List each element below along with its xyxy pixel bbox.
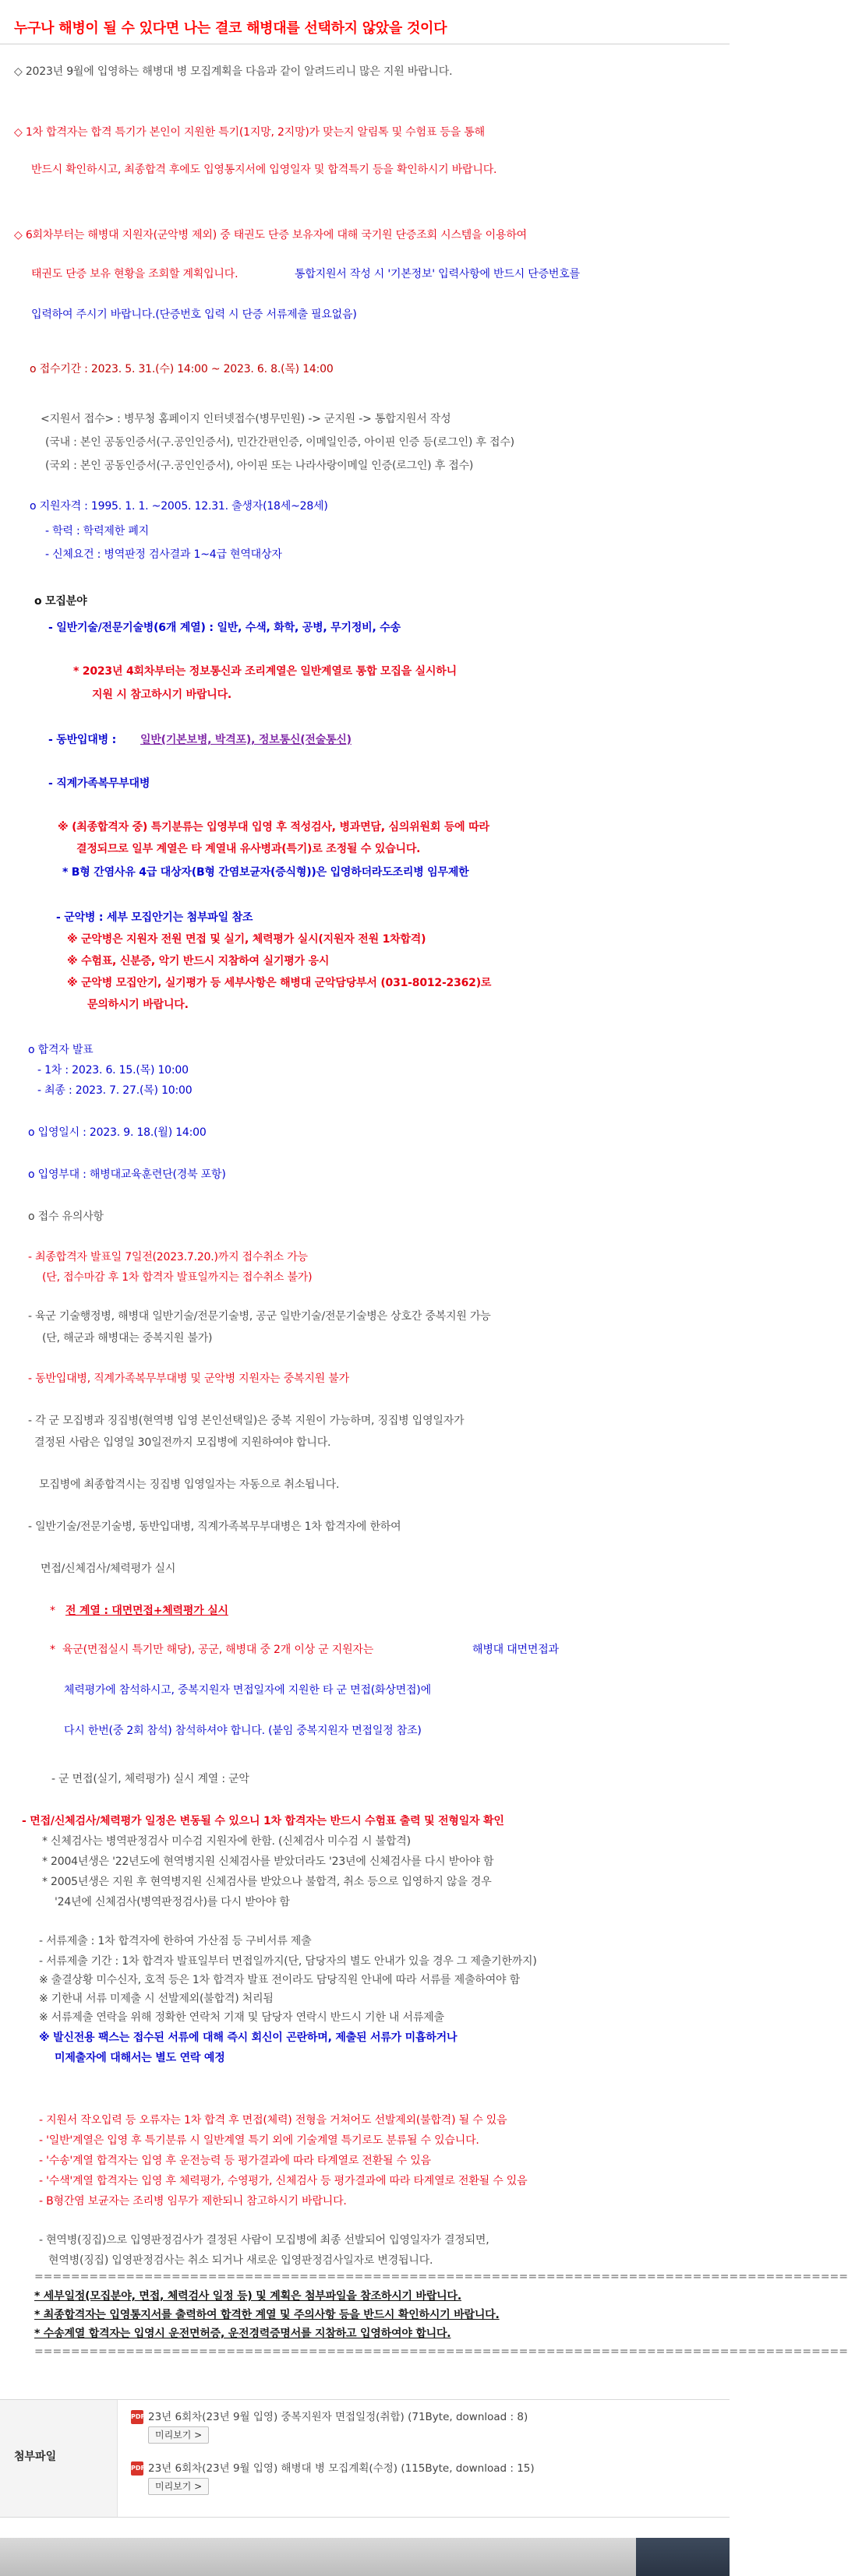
application-method: <지원서 접수> : 병무청 홈페이지 인터넷접수(병무민원) -> 군지원 -> 통합지원서 작성 — [41, 413, 451, 425]
interview-multi-branch: 육군(면접실시 특기만 해당), 공군, 해병대 중 2개 이상 군 지원자는 — [62, 1644, 374, 1656]
application-domestic: (국내 : 본인 공동인증서(구.공인인증서), 민간간편인증, 이메일인증, 아이핀 인증 등(로그인) 후 접수) — [45, 436, 514, 449]
final-note: * 최종합격자는 입영통지서를 출력하여 합격한 계열 및 주의사항 등을 반드시 확인하시기 바랍니다. — [34, 2309, 500, 2321]
precaution-cancel: (단, 접수마감 후 1차 합격자 발표일까지는 접수취소 불가) — [42, 1271, 313, 1284]
notice-line: ◇ 6회차부터는 해병대 지원자(군악병 제외) 중 태권도 단증 보유자에 대해 국기원 단증조회 시스템을 이용하여 — [14, 229, 527, 241]
notice-line-blue: 입력하여 주시기 바랍니다.(단증번호 입력 시 단증 서류제출 필요없음) — [31, 308, 357, 321]
schedule-warning: - 면접/신체검사/체력평가 일정은 변동될 수 있으니 1차 합격자는 반드시 수험표 출력 및 전형일자 확인 — [22, 1815, 504, 1827]
bottom-toolbar-accent — [636, 2538, 730, 2576]
medical-note: * 신체검사는 병역판정검사 미수검 지원자에 한함. (신체검사 미수검 시 불합격) — [42, 1835, 411, 1848]
intro-text: ◇ 2023년 9월에 입영하는 해병대 병 모집계획을 다음과 같이 알려드리니 많은 지원 바랍니다. — [14, 65, 453, 78]
notice-line-blue: 통합지원서 작성 시 '기본정보' 입력사항에 반드시 단증번호를 — [295, 268, 580, 280]
caution-line: - B형간염 보균자는 조리병 임무가 제한되니 참고하시기 바랍니다. — [39, 2195, 347, 2208]
documents-note: ※ 서류제출 연락을 위해 정확한 연락처 기재 및 담당자 연락시 반드시 기한 내 서류제출 — [39, 2011, 444, 2024]
interview-multi-branch-blue: 체력평가에 참석하시고, 중복지원자 면접일자에 지원한 타 군 면접(화상면접)에 — [64, 1684, 431, 1697]
precautions-heading: o 접수 유의사항 — [28, 1210, 104, 1223]
bullet: * — [50, 1605, 55, 1617]
recruit-general-tech: - 일반기술/전문기술병(6개 계열) : 일반, 수색, 화학, 공병, 무기정비, 수송 — [48, 622, 401, 634]
medical-note: * 2004년생은 '22년도에 현역병지원 신체검사를 받았더라도 '23년에 신체검사를 다시 받아야 함 — [42, 1855, 494, 1868]
precaution-conscript: 모집병에 최종합격시는 징집병 입영일자는 자동으로 취소됩니다. — [39, 1478, 340, 1491]
eligibility-education: - 학력 : 학력제한 폐지 — [45, 525, 149, 537]
attachments-label: 첨부파일 — [14, 2451, 57, 2463]
caution-line: - '일반'계열은 입영 후 특기분류 시 일반계열 특기 외에 기술계열 특기로도 분류될 수 있습니다. — [39, 2134, 479, 2147]
attachment-file[interactable] — [131, 2459, 535, 2476]
notice-line: 태권도 단증 보유 현황을 조회할 계획입니다. — [31, 268, 238, 280]
military-band: - 군악병 : 세부 모집안기는 첨부파일 참조 — [56, 911, 253, 924]
recruit-companion-link[interactable]: 일반(기본보병, 박격포), 정보통신(전술통신) — [140, 734, 352, 746]
recruit-classification-note: 결정되므로 일부 계열은 타 계열내 유사병과(특기)로 조정될 수 있습니다. — [76, 843, 421, 855]
recruit-family-unit: - 직계가족복무부대병 — [48, 777, 150, 790]
eligibility: o 지원자격 : 1995. 1. 1. ~2005. 12.31. 출생자(18세~28세) — [30, 500, 328, 513]
documents-note: - 서류제출 기간 : 1차 합격자 발표일부터 면접일까지(단, 담당자의 별도 안내가 있을 경우 그 제출기한까지) — [39, 1955, 537, 1968]
interview-band: - 군 면접(실기, 체력평가) 실시 계열 : 군악 — [51, 1773, 249, 1785]
attachment-file-name[interactable]: 23년 6회차(23년 9월 입영) 중복지원자 면접일정(취합) (71Byte, download : 8) — [148, 2411, 528, 2423]
final-note: * 세부일정(모집분야, 면접, 체력검사 일정 등) 및 계획은 첨부파일을 참조하시기 바랍니다. — [34, 2290, 461, 2303]
recruit-note: 지원 시 참고하시기 바랍니다. — [92, 689, 232, 701]
interview-all-fields: 전 계열 : 대면면접+체력평가 실시 — [65, 1605, 228, 1617]
attachment-file-name[interactable]: 23년 6회차(23년 9월 입영) 해병대 병 모집계획(수정) (115Byte, download : 15) — [148, 2462, 535, 2475]
pdf-file-icon: PDF — [131, 2461, 143, 2476]
recruit-classification-note: ※ (최종합격자 중) 특기분류는 입영부대 입영 후 적성검사, 병과면담, 심의위원회 등에 따라 — [58, 821, 489, 833]
documents-note: - 서류제출 : 1차 합격자에 한하여 가산점 등 구비서류 제출 — [39, 1935, 312, 1947]
separator-line: ========================================================================================= — [34, 2271, 848, 2283]
eligibility-physical: - 신체요건 : 병역판정 검사결과 1~4급 현역대상자 — [45, 548, 282, 561]
medical-note: '24년에 신체검사(병역판정검사)를 다시 받아야 함 — [55, 1896, 290, 1908]
preview-button[interactable]: 미리보기 > — [148, 2426, 209, 2444]
documents-fax-note: 미제출자에 대해서는 별도 연락 예정 — [55, 2052, 225, 2064]
attachment-file[interactable] — [131, 2408, 528, 2424]
recruit-hepatitis-note: * B형 간염사유 4급 대상자(B형 간염보균자(증식형))은 입영하더라도조리병 임무제한 — [62, 866, 469, 879]
results-final: - 최종 : 2023. 7. 27.(목) 10:00 — [37, 1084, 193, 1097]
precaution-interview: - 일반기술/전문기술병, 동반입대병, 직계가족복무부대병은 1차 합격자에 한하여 — [28, 1521, 401, 1533]
results-heading: o 합격자 발표 — [28, 1044, 94, 1056]
caution-line: - '수색'계열 합격자는 입영 후 체력평가, 수영평가, 신체검사 등 평가결과에 따라 타계열로 전환될 수 있음 — [39, 2175, 528, 2187]
page-headline: 누구나 해병이 될 수 있다면 나는 결코 해병대를 선택하지 않았을 것이다 — [14, 20, 447, 37]
caution-line: - 지원서 작오입력 등 오류자는 1차 합격 후 면접(체력) 전형을 거쳐어도 선발제외(불합격) 될 수 있음 — [39, 2114, 507, 2127]
military-band-note: ※ 수험표, 신분증, 악기 반드시 지참하여 실기평가 응시 — [67, 955, 330, 967]
documents-note: ※ 출결상황 미수신자, 호적 등은 1차 합격자 발표 전이라도 담당직원 안내에 따라 서류를 제출하여야 함 — [39, 1974, 520, 1986]
bullet: * — [50, 1644, 55, 1656]
final-note: * 수송계열 합격자는 입영시 운전면허증, 운전경력증명서를 지참하고 입영하여야 합니다. — [34, 2328, 451, 2340]
enlistment-date: o 입영일시 : 2023. 9. 18.(월) 14:00 — [28, 1126, 207, 1139]
recruit-fields-heading: o 모집분야 — [34, 595, 87, 608]
precaution-duplicate: - 육군 기술행정병, 해병대 일반기술/전문기술병, 공군 일반기술/전문기술병은 상호간 중복지원 가능 — [28, 1310, 491, 1323]
precaution-interview: 면접/신체검사/체력평가 실시 — [41, 1563, 176, 1575]
preview-button[interactable]: 미리보기 > — [148, 2478, 209, 2495]
military-band-note: ※ 군악병은 지원자 전원 면접 및 실기, 체력평가 실시(지원자 전원 1차합격) — [67, 933, 426, 946]
military-band-note: ※ 군악병 모집안기, 실기평가 등 세부사항은 해병대 군악담당부서 (031-8012-2362)로 — [67, 977, 492, 989]
recruit-note: * 2023년 4회차부터는 정보통신과 조리계열은 일반계열로 통합 모집을 실시하니 — [73, 665, 457, 678]
precaution-conscript: 결정된 사람은 입영일 30일전까지 모집병에 지원하여야 합니다. — [34, 1436, 331, 1449]
attachments-label-cell — [0, 2400, 118, 2517]
notice-line: 반드시 확인하시고, 최종합격 후에도 입영통지서에 입영일자 및 합격특기 등을 확인하시기 바랍니다. — [31, 164, 497, 176]
interview-multi-branch-blue: 다시 한번(중 2회 참석) 참석하셔야 합니다. (붙임 중복지원자 면접일정 참조) — [64, 1725, 422, 1737]
medical-note: * 2005년생은 지원 후 현역병지원 신체검사를 받았으나 불합격, 취소 등으로 입영하지 않을 경우 — [42, 1876, 492, 1888]
documents-fax-note: ※ 발신전용 팩스는 접수된 서류에 대해 즉시 회신이 곤란하며, 제출된 서류가 미흡하거나 — [39, 2032, 458, 2044]
notice-line: ◇ 1차 합격자는 합격 특기가 본인이 지원한 특기(1지망, 2지망)가 맞는지 알림톡 및 수험표 등을 통해 — [14, 126, 485, 139]
application-period: o 접수기간 : 2023. 5. 31.(수) 14:00 ~ 2023. 6. 8.(목) 14:00 — [30, 363, 334, 375]
application-overseas: (국외 : 본인 공동인증서(구.공인인증서), 아이핀 또는 나라사랑이메일 인증(로그인) 후 접수) — [45, 460, 474, 472]
military-band-note: 문의하시기 바랍니다. — [87, 999, 189, 1011]
conscript-note: 현역병(징집) 입영판정검사는 취소 되거나 새로운 입영판정검사일자로 변경됩니다. — [48, 2254, 433, 2267]
results-first: - 1차 : 2023. 6. 15.(목) 10:00 — [37, 1064, 189, 1077]
interview-multi-branch-blue: 해병대 대면면접과 — [472, 1644, 559, 1656]
precaution-cancel: - 최종합격자 발표일 7일전(2023.7.20.)까지 접수취소 가능 — [28, 1251, 308, 1263]
documents-note: ※ 기한내 서류 미제출 시 선발제외(불합격) 처리됨 — [39, 1993, 274, 2005]
conscript-note: - 현역병(징집)으로 입영판정검사가 결정된 사람이 모집병에 최종 선발되어 입영일자가 결정되면, — [39, 2234, 489, 2247]
enlistment-unit: o 입영부대 : 해병대교육훈련단(경북 포항) — [28, 1168, 226, 1181]
pdf-file-icon: PDF — [131, 2410, 143, 2424]
separator-line: ========================================================================================= — [34, 2345, 848, 2358]
caution-line: - '수송'계열 합격자는 입영 후 운전능력 등 평가결과에 따라 타계열로 전환될 수 있음 — [39, 2155, 431, 2167]
recruit-companion: - 동반입대병 : — [48, 734, 116, 746]
precaution-duplicate: (단, 해군과 해병대는 중복지원 불가) — [42, 1332, 213, 1344]
precaution-conscript: - 각 군 모집병과 징집병(현역병 입영 본인선택일)은 중복 지원이 가능하며, 징집병 입영일자가 — [28, 1415, 465, 1427]
bottom-toolbar — [0, 2538, 730, 2576]
precaution-no-duplicate: - 동반입대병, 직계가족복무부대병 및 군악병 지원자는 중복지원 불가 — [28, 1373, 349, 1385]
attachments-section — [0, 2399, 730, 2518]
